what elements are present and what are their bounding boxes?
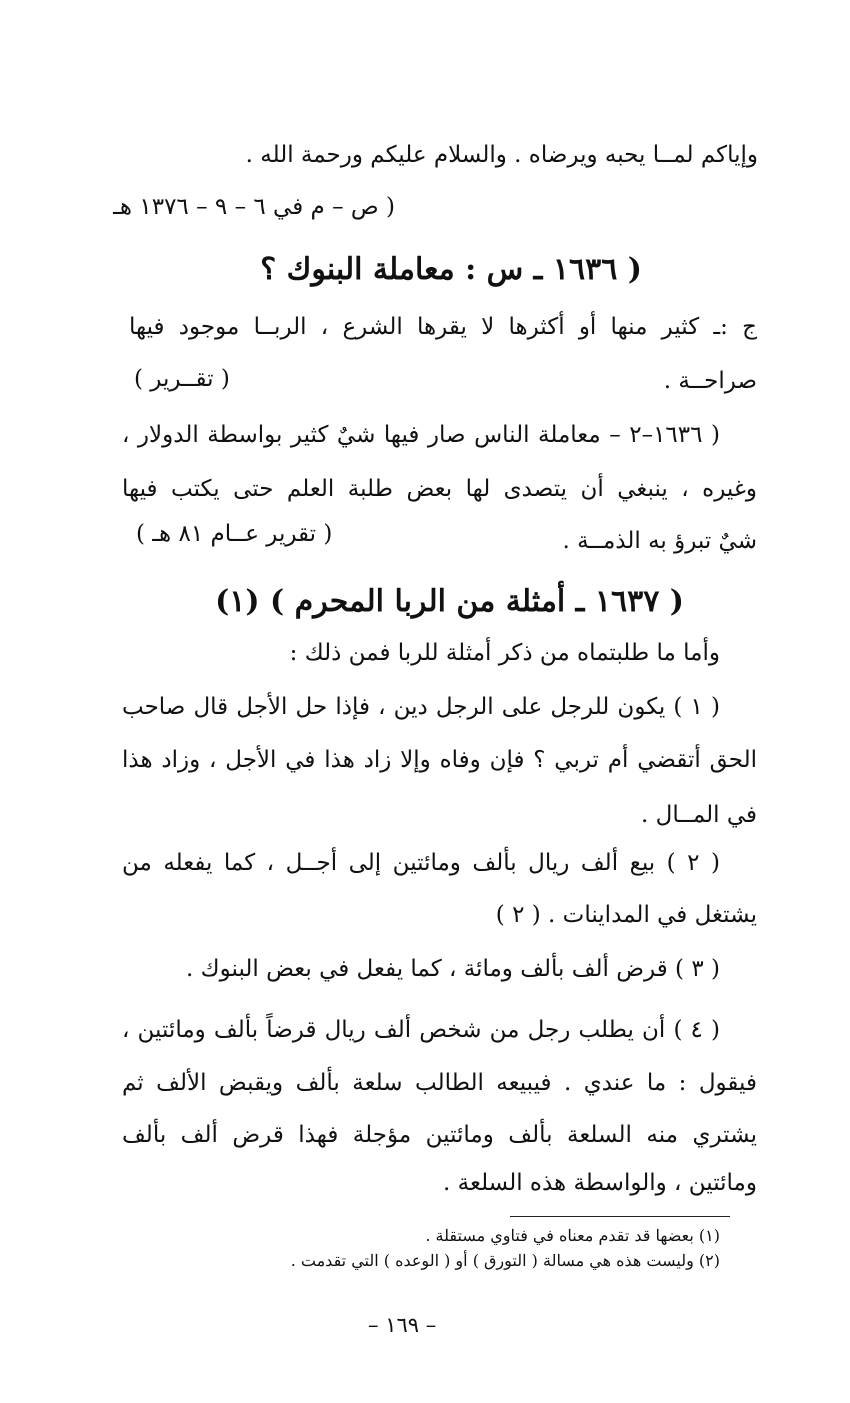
text-line: ومائتين ، والواسطة هذه السلعة . bbox=[443, 1170, 757, 1196]
text-line: شيٌ تبرؤ به الذمــة . bbox=[562, 528, 757, 554]
text-line: يشتري منه السلعة بألف ومائتين مؤجلة فهذا قرض ألف بألف bbox=[122, 1122, 757, 1148]
list-item: ( ٣ ) قرض ألف بألف ومائة ، كما يفعل في بعض البنوك . bbox=[186, 956, 720, 982]
list-item: ( ٤ ) أن يطلب رجل من شخص ألف ريال قرضاً بألف ومائتين ، bbox=[122, 1017, 720, 1043]
list-item: ( ١ ) يكون للرجل على الرجل دين ، فإذا حل الأجل قال صاحب bbox=[122, 694, 720, 720]
source-note: ( تقرير عــام ٨١ هـ ) bbox=[136, 521, 333, 547]
fatwa-heading-1636: ( ١٦٣٦ ـ س : معاملة البنوك ؟ bbox=[260, 252, 642, 287]
fatwa-heading-1637: ( ١٦٣٧ ـ أمثلة من الربا المحرم ) (١) bbox=[215, 584, 684, 619]
source-note: ( تقــرير ) bbox=[134, 366, 230, 392]
list-item: ( ٢ ) بيع ألف ريال بألف ومائتين إلى أجــل ، كما يفعله من bbox=[122, 850, 720, 876]
footnote: (٢) وليست هذه هي مسالة ( التورق ) أو ( الوعده ) التي تقدمت . bbox=[290, 1251, 720, 1270]
text-line: وأما ما طلبتماه من ذكر أمثلة للربا فمن ذلك : bbox=[289, 640, 720, 666]
footnote-separator bbox=[510, 1216, 730, 1217]
text-line: يشتغل في المداينات . ( ٢ ) bbox=[495, 902, 757, 928]
text-line: ( ١٦٣٦–٢ – معاملة الناس صار فيها شيٌ كثير بواسطة الدولار ، bbox=[122, 422, 720, 448]
text-line: ج :ـ كثير منها أو أكثرها لا يقرها الشرع ، الربــا موجود فيها bbox=[129, 314, 757, 340]
fatwa-reference: ( ص – م في ٦ – ٩ – ١٣٧٦ هـ bbox=[113, 194, 395, 220]
text-line: وإياكم لمــا يحبه ويرضاه . والسلام عليكم ورحمة الله . bbox=[245, 142, 758, 168]
page-number: – ١٦٩ – bbox=[368, 1313, 437, 1337]
text-line: الحق أتقضي أم تربي ؟ فإن وفاه وإلا زاد هذا في الأجل ، وزاد هذا bbox=[122, 747, 757, 773]
text-line: وغيره ، ينبغي أن يتصدى لها بعض طلبة العلم حتى يكتب فيها bbox=[122, 476, 757, 502]
text-line: فيقول : ما عندي . فيبيعه الطالب سلعة بألف ويقبض الألف ثم bbox=[122, 1070, 757, 1096]
footnote: (١) بعضها قد تقدم معناه في فتاوي مستقلة . bbox=[425, 1226, 720, 1245]
text-line: في المــال . bbox=[641, 802, 757, 828]
text-line: صراحــة . bbox=[663, 368, 757, 394]
